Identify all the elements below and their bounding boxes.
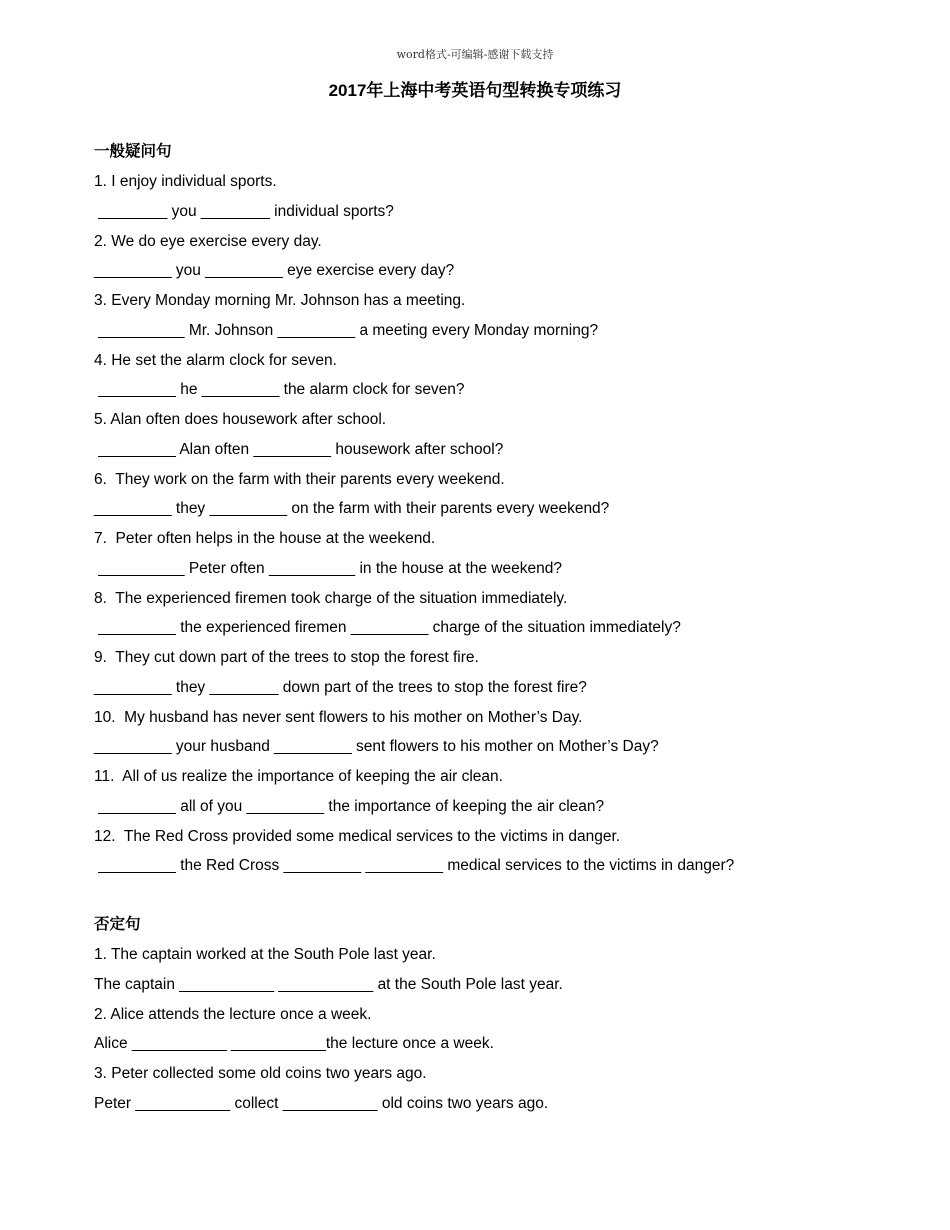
exercise-sentence: 3. Every Monday morning Mr. Johnson has a meeting.	[94, 292, 466, 309]
exercise-sentence: 12. The Red Cross provided some medical services to the victims in danger.	[94, 827, 621, 845]
section-spacer	[94, 884, 894, 913]
exercise-sentence: 8. The experienced firemen took charge of the situation immediately.	[94, 589, 568, 607]
exercise-answer-line: ________ you ________ individual sports?	[94, 202, 394, 220]
exercise-answer-line: _________ all of you _________ the importance of keeping the air clean?	[94, 797, 605, 815]
exercise-answer-line: Peter ___________ collect ___________ old coins two years ago.	[94, 1094, 549, 1112]
document-title: 2017年上海中考英语句型转换专项练习	[328, 81, 622, 100]
exercise-sentence: 11. All of us realize the importance of keeping the air clean.	[94, 768, 503, 785]
section-negative-sentences	[94, 913, 894, 1122]
exercise-sentence: 6. They work on the farm with their parents every weekend.	[94, 470, 505, 488]
exercise-sentence: 9. They cut down part of the trees to stop the forest fire.	[94, 649, 479, 666]
exercise-sentence: 2. Alice attends the lecture once a week.	[94, 1005, 372, 1023]
exercise-sentence: 5. Alan often does housework after school.	[94, 411, 387, 428]
exercise-answer-line: _________ he _________ the alarm clock for seven?	[94, 381, 465, 399]
section-heading: 一般疑问句	[94, 143, 172, 160]
exercise-answer-line: __________ Peter often __________ in the house at the weekend?	[94, 559, 562, 577]
exercise-answer-line: _________ they _________ on the farm with their parents every weekend?	[94, 500, 610, 518]
section-yes-no-questions	[94, 140, 894, 884]
exercise-answer-line: The captain ___________ ___________ at the South Pole last year.	[94, 975, 563, 993]
exercise-answer-line: _________ the experienced firemen _________ charge of the situation immediately?	[94, 619, 681, 637]
exercise-answer-line: _________ the Red Cross _________ _________ medical services to the victims in danger?	[94, 857, 735, 875]
exercise-sentence: 4. He set the alarm clock for seven.	[94, 351, 337, 369]
exercise-sentence: 1. I enjoy individual sports.	[94, 173, 277, 190]
section-heading: 否定句	[94, 916, 141, 933]
exercise-answer-line: _________ your husband _________ sent flowers to his mother on Mother’s Day?	[94, 738, 659, 756]
exercise-answer-line: Alice ___________ ___________the lecture once a week.	[94, 1035, 494, 1053]
exercise-answer-line: _________ Alan often _________ housework after school?	[94, 440, 504, 458]
exercise-sentence: 2. We do eye exercise every day.	[94, 232, 322, 250]
exercise-sentence: 10. My husband has never sent flowers to his mother on Mother’s Day.	[94, 708, 583, 726]
exercise-answer-line: _________ you _________ eye exercise every day?	[94, 262, 455, 280]
header-note: word格式-可编辑-感谢下载支持	[396, 48, 554, 61]
exercise-answer-line: _________ they ________ down part of the trees to stop the forest fire?	[94, 678, 587, 696]
document-body	[94, 140, 894, 1122]
exercise-sentence: 7. Peter often helps in the house at the weekend.	[94, 530, 436, 547]
exercise-answer-line: __________ Mr. Johnson _________ a meeting every Monday morning?	[94, 321, 599, 339]
exercise-sentence: 3. Peter collected some old coins two years ago.	[94, 1065, 427, 1082]
exercise-sentence: 1. The captain worked at the South Pole last year.	[94, 946, 436, 963]
